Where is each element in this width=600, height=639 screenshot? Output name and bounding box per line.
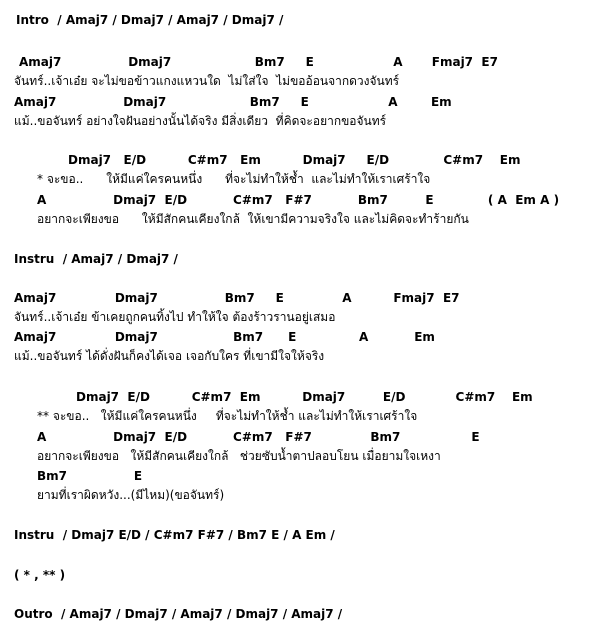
outro-line: Outro / Amaj7 / Dmaj7 / Amaj7 / Dmaj7 / Amaj7 / xyxy=(14,607,343,621)
verse1-chords-1: Amaj7 Dmaj7 Bm7 E A Fmaj7 E7 xyxy=(19,55,498,69)
verse2-lyric-2: แม้..ขอจันทร์ ได้ดั่งฝันก็คงได้เจอ เจอกับใคร ที่เขามีใจให้จริง xyxy=(14,349,325,363)
chorus1-chords-2: A Dmaj7 E/D C#m7 F#7 Bm7 E ( A Em A ) xyxy=(37,193,560,207)
chorus1-lyric-2: อยากจะเพียงขอ ให้มีสักคนเคียงใกล้ ให้เขามีความจริงใจ และไม่คิดจะทำร้ายกัน xyxy=(37,212,469,226)
chorus1-lyric-1: * จะขอ.. ให้มีแค่ใครคนหนึ่ง ที่จะไม่ทำให้ช้ำ และไม่ทำให้เราเศร้าใจ xyxy=(37,172,431,186)
instru1-line: Instru / Amaj7 / Dmaj7 / xyxy=(14,252,178,266)
chorus2-chords-2: A Dmaj7 E/D C#m7 F#7 Bm7 E xyxy=(37,430,480,444)
chorus2-lyric-3: ยามที่เราผิดหวัง...(มีไหม)(ขอจันทร์) xyxy=(37,488,225,502)
verse1-lyric-1: จันทร์..เจ้าเอ๋ย จะไม่ขอข้าวแกงแหวนใด ไม่ใส่ใจ ไม่ขออ้อนจากดวงจันทร์ xyxy=(14,74,400,88)
chorus1-chords-1: Dmaj7 E/D C#m7 Em Dmaj7 E/D C#m7 Em xyxy=(68,153,521,167)
verse2-lyric-1: จันทร์..เจ้าเอ๋ย ข้าเคยถูกคนทิ้งไป ทำให้ใจ ต้องร้าวรานอยู่เสมอ xyxy=(14,310,336,324)
instru2-line: Instru / Dmaj7 E/D / C#m7 F#7 / Bm7 E / A Em / xyxy=(14,528,335,542)
chorus2-lyric-2: อยากจะเพียงขอ ให้มีสักคนเคียงใกล้ ช่วยซับน้ำตาปลอบโยน เมื่อยามใจเหงา xyxy=(37,449,441,463)
verse2-chords-1: Amaj7 Dmaj7 Bm7 E A Fmaj7 E7 xyxy=(14,291,460,305)
chorus2-chords-1: Dmaj7 E/D C#m7 Em Dmaj7 E/D C#m7 Em xyxy=(76,390,533,404)
chorus2-lyric-1: ** จะขอ.. ให้มีแค่ใครคนหนึ่ง ที่จะไม่ทำให้ช้ำ และไม่ทำให้เราเศร้าใจ xyxy=(37,409,418,423)
intro-line: Intro / Amaj7 / Dmaj7 / Amaj7 / Dmaj7 / xyxy=(16,13,284,27)
verse2-chords-2: Amaj7 Dmaj7 Bm7 E A Em xyxy=(14,330,435,344)
chorus2-chords-3: Bm7 E xyxy=(37,469,143,483)
verse1-lyric-2: แม้..ขอจันทร์ อย่างใจฝันอย่างนั้นได้จริง มีสิ่งเดียว ที่คิดจะอยากขอจันทร์ xyxy=(14,114,387,128)
repeat-marker: ( * , ** ) xyxy=(14,568,66,582)
verse1-chords-2: Amaj7 Dmaj7 Bm7 E A Em xyxy=(14,95,452,109)
